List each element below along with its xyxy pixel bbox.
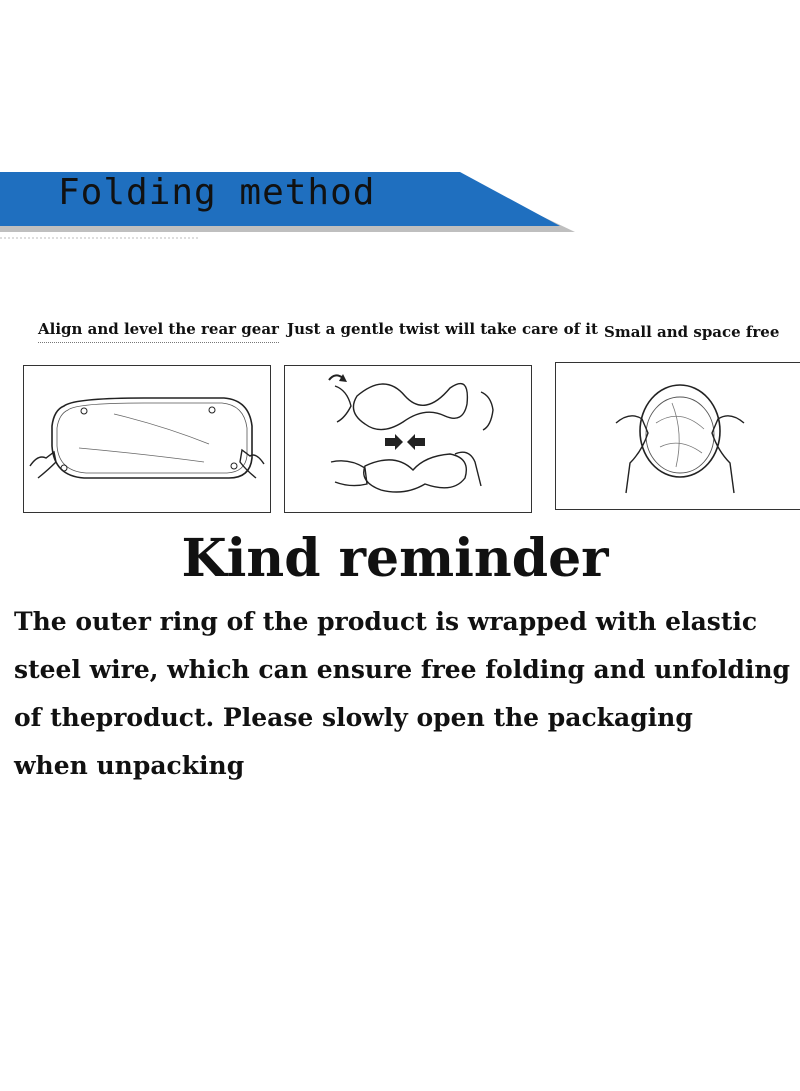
step-1-label: Align and level the rear gear [38,320,279,343]
step-2-illustration [284,365,532,513]
reminder-body [14,598,791,790]
reminder-line: of theproduct. Please slowly open the packaging [14,703,693,732]
banner-title: Folding method [58,172,376,213]
reminder-title: Kind reminder [181,528,609,589]
step-2-label: Just a gentle twist will take care of it [287,320,598,338]
step-3-label: Small and space free [604,323,780,341]
reminder-line: when unpacking [14,751,245,780]
reminder-line: steel wire, which can ensure free folding and unfolding [14,655,791,684]
step-3-illustration [555,362,800,510]
step-1-illustration [23,365,271,513]
reminder-line: The outer ring of the product is wrapped with elastic [14,607,758,636]
